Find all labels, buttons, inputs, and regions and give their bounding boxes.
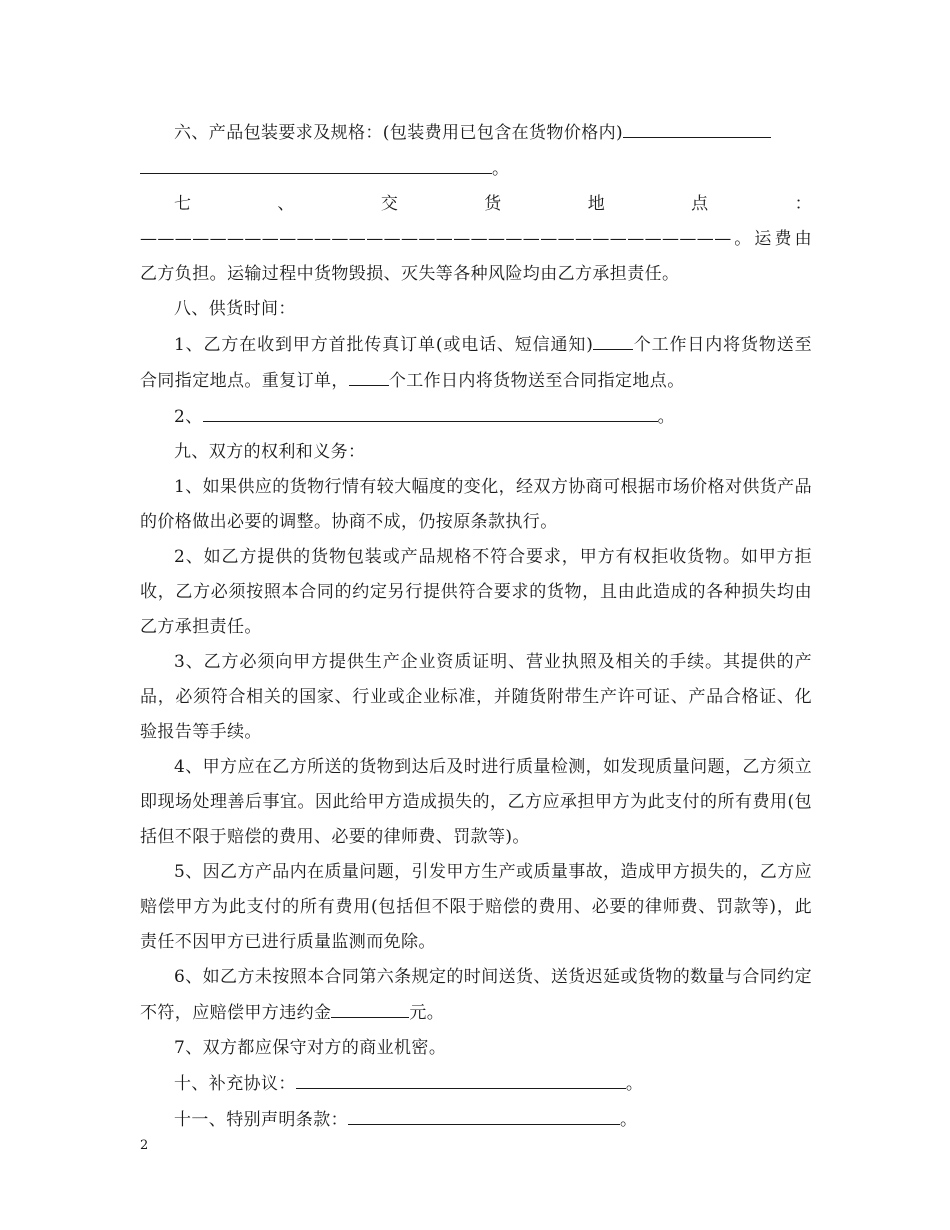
- clause-11-text-b: 。: [620, 1110, 638, 1130]
- repeat-order-days-blank: [349, 363, 389, 386]
- clause-10-text-b: 。: [625, 1074, 644, 1094]
- clause-8-1-text-a: 1、乙方在收到甲方首批传真订单(或电话、短信通知): [174, 335, 594, 355]
- clause-8-title: 八、供货时间：: [174, 299, 296, 319]
- clause-9-item-3: 3、乙方必须向甲方提供生产企业资质证明、营业执照及相关的手续。其提供的产品，必须符合相关的国家、行业或企业标准，并随货附带生产许可证、产品合格证、化验报告等手续。: [140, 652, 812, 742]
- clause-6-text: 六、产品包装要求及规格：(包装费用已包含在货物价格内): [174, 123, 624, 143]
- clause-9-item-7: 7、双方都应保守对方的商业机密。: [174, 1038, 447, 1058]
- packaging-blank-2: [140, 151, 492, 174]
- clause-10-text-a: 十、补充协议：: [174, 1074, 296, 1094]
- clause-6-packaging: [140, 115, 812, 187]
- clause-8-1-text-c: 个工作日内将货物送至合同指定地点。: [388, 371, 685, 391]
- clause-6-end: 。: [492, 159, 510, 179]
- clause-7-delivery-location: 七、交货地点：——————————————————————————————————。运费由乙方负担。运输过程中货物毁损、灭失等各种风险均由乙方承担责任。: [140, 194, 812, 284]
- clause-9-item-5: 5、因乙方产品内在质量问题，引发甲方生产或质量事故，造成甲方损失的，乙方应赔偿甲方为此支付的所有费用(包括但不限于赔偿的费用、必要的律师费、罚款等)，此责任不因甲方已进行质量监测而免除。: [140, 862, 812, 952]
- clause-10-supplementary: [140, 1066, 812, 1102]
- clause-9-item-6: [140, 960, 812, 1031]
- clause-11-text-a: 十一、特别声明条款：: [174, 1110, 348, 1130]
- clause-9-item-2: 2、如乙方提供的货物包装或产品规格不符合要求，甲方有权拒收货物。如甲方拒收，乙方必须按照本合同的约定另行提供符合要求的货物，且由此造成的各种损失均由乙方承担责任。: [140, 547, 812, 637]
- clause-8-item-1: [140, 327, 812, 399]
- first-order-days-blank: [593, 327, 633, 350]
- clause-9-title: 九、双方的权利和义务：: [174, 442, 366, 462]
- clause-9-6-text-b: 元。: [409, 1003, 445, 1023]
- clause-8-1-text-b: 个工作日内将货物送至合同指定地点。重复订单，: [140, 335, 812, 391]
- penalty-amount-blank: [331, 995, 409, 1018]
- clause-8-2-blank: [203, 399, 658, 422]
- clause-6-continuation: [140, 151, 812, 187]
- packaging-blank-1: [623, 115, 771, 138]
- clause-9-6-text-a: 6、如乙方未按照本合同第六条规定的时间送货、送货迟延或货物的数量与合同约定不符，应赔偿甲方违约金: [140, 967, 812, 1023]
- clause-8-item-2: [140, 399, 812, 435]
- page-number: 2: [140, 1138, 149, 1153]
- clause-8-2-text-a: 2、: [174, 407, 203, 427]
- clause-9-item-1: 1、如果供应的货物行情有较大幅度的变化，经双方协商可根据市场价格对供货产品的价格做出必要的调整。协商不成，仍按原条款执行。: [140, 477, 812, 532]
- supplementary-blank: [296, 1066, 626, 1089]
- special-statement-blank: [348, 1102, 620, 1125]
- clause-9-item-4: 4、甲方应在乙方所送的货物到达后及时进行质量检测，如发现质量问题，乙方须立即现场处理善后事宜。因此给甲方造成损失的，乙方应承担甲方为此支付的所有费用(包括但不限于赔偿的费用、必要的律师费、罚款等)。: [140, 757, 812, 847]
- contract-body: [140, 115, 812, 1138]
- clause-11-special-statement: [140, 1102, 812, 1138]
- clause-8-2-text-b: 。: [657, 407, 676, 427]
